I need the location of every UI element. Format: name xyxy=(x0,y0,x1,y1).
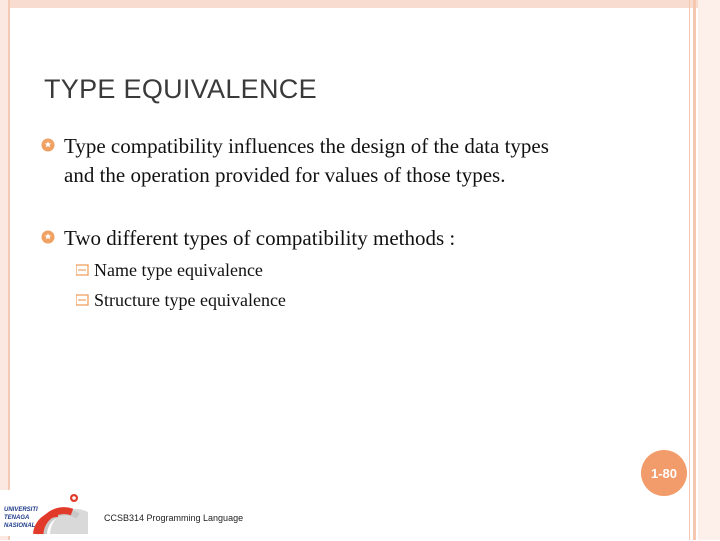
slide-frame-left-line xyxy=(8,0,10,540)
dash-bullet-icon xyxy=(76,264,90,276)
svg-text:TENAGA: TENAGA xyxy=(4,515,30,521)
page-number: 1-80 xyxy=(650,465,678,481)
slide-frame-right-line xyxy=(693,0,696,540)
bullet-text: Two different types of compatibility methods : xyxy=(64,226,456,250)
sub-bullet-item xyxy=(76,288,286,312)
footer-course-label: CCSB314 Programming Language xyxy=(104,513,244,523)
slide-frame-right xyxy=(698,0,720,540)
slide-title: TYPE EQUIVALENCE xyxy=(44,74,317,104)
sub-bullet-item xyxy=(76,258,263,282)
square-bullet-icon xyxy=(41,138,55,152)
dash-bullet-icon xyxy=(76,294,90,306)
uniten-logo-icon xyxy=(0,490,92,536)
sub-bullet-text: Name type equivalence xyxy=(94,260,263,280)
svg-text:UNIVERSITI: UNIVERSITI xyxy=(4,507,38,513)
page-number-badge xyxy=(641,450,687,496)
slide-frame-top xyxy=(8,0,712,8)
slide-frame-right-line xyxy=(689,0,690,540)
bullet-text: Type compatibility influences the design of the data types and the operation provided for values of those types. xyxy=(64,134,549,187)
sub-bullet-text: Structure type equivalence xyxy=(94,290,286,310)
bullet-item xyxy=(44,224,584,253)
university-logo xyxy=(0,490,92,536)
slide-frame-left xyxy=(0,0,8,540)
svg-text:NASIONAL: NASIONAL xyxy=(4,523,36,529)
square-bullet-icon xyxy=(41,230,55,244)
bullet-item xyxy=(44,132,584,190)
